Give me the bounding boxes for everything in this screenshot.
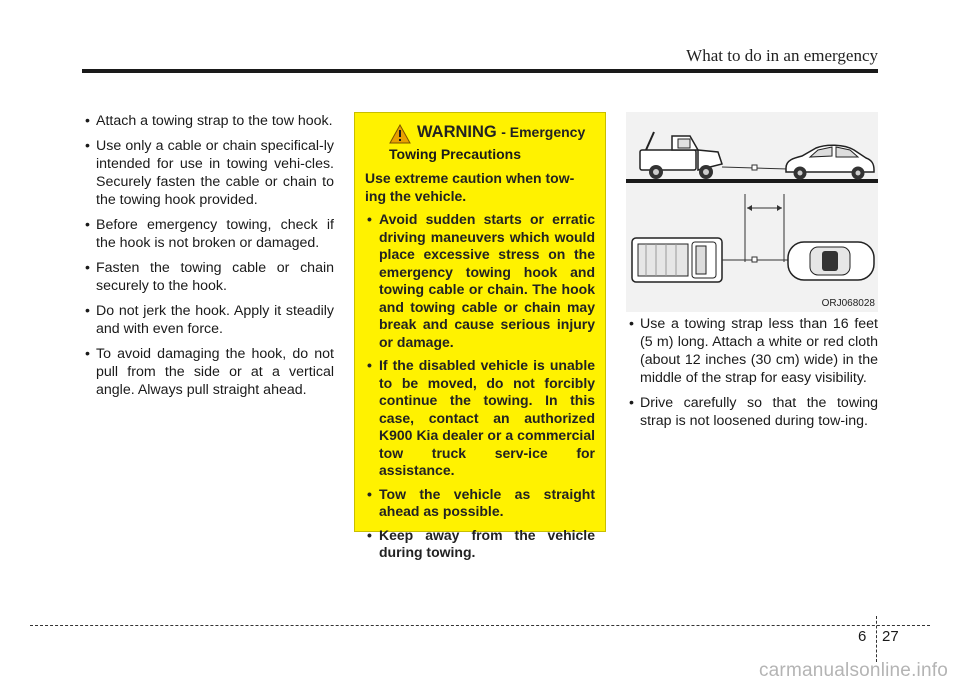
right-column: [626, 315, 878, 437]
list-item: • If the disabled vehicle is unable to be moved, do not forcibly continue the towing. In this case, contact an authorized K900 Kia dealer or a commercial tow truck serv-ice for assistance.: [365, 357, 595, 480]
list-item: • Avoid sudden starts or erratic driving maneuvers which would place excessive stress on the emergency towing hook and towing cable or chain. The hook and towing cable or chain may break and cause serious injury or damage.: [365, 211, 595, 351]
sedan-side-icon: [786, 145, 874, 179]
page-divider: [876, 616, 877, 662]
list-item: • Use only a cable or chain specifical-ly intended for use in towing vehi-cles. Securely fasten the cable or chain to the towing hook provided.: [82, 137, 334, 209]
tow-truck-top-icon: [632, 238, 722, 282]
towing-diagram: [626, 112, 878, 312]
warning-subtitle-line2: Towing Precautions: [389, 146, 521, 162]
figure-code: ORJ068028: [821, 298, 875, 309]
list-item: • Use a towing strap less than 16 feet (5 m) long. Attach a white or red cloth (about 12 inches (30 cm) wide) in the middle of the strap for easy visibility.: [626, 315, 878, 387]
list-item: • Tow the vehicle as straight ahead as possible.: [365, 486, 595, 521]
warning-title: [417, 123, 585, 142]
warning-word: WARNING: [417, 123, 497, 141]
header-title: What to do in an emergency: [686, 46, 878, 65]
warning-subtitle: - Emergency: [501, 124, 586, 140]
list-item: • Fasten the towing cable or chain securely to the hook.: [82, 259, 334, 295]
right-bullet-list: [626, 315, 878, 430]
list-item: • Attach a towing strap to the tow hook.: [82, 112, 334, 130]
list-item: • Do not jerk the hook. Apply it steadily and with even force.: [82, 302, 334, 338]
footer-rule: [30, 625, 930, 626]
towing-illustration: [626, 112, 878, 312]
left-bullet-list: [82, 112, 334, 399]
warning-list: [365, 211, 595, 562]
warning-intro: Use extreme caution when tow-ing the vehicle.: [365, 170, 575, 204]
warning-box: [354, 112, 606, 560]
tow-truck-side-icon: [640, 132, 722, 179]
header-rule: [82, 69, 878, 73]
list-item: • To avoid damaging the hook, do not pull from the side or at a vertical angle. Always pull straight ahead.: [82, 345, 334, 399]
left-column: [82, 112, 334, 406]
page-number: 27: [882, 628, 899, 645]
chapter-number: 6: [858, 628, 867, 645]
warning-header: [365, 123, 595, 144]
list-item: • Drive carefully so that the towing strap is not loosened during tow-ing.: [626, 394, 878, 430]
watermark: carmanualsonline.info: [758, 660, 948, 681]
list-item: • Before emergency towing, check if the hook is not broken or damaged.: [82, 216, 334, 252]
sedan-top-icon: [788, 242, 874, 280]
warning-triangle-icon: [389, 124, 411, 144]
list-item: • Keep away from the vehicle during towing.: [365, 527, 595, 562]
